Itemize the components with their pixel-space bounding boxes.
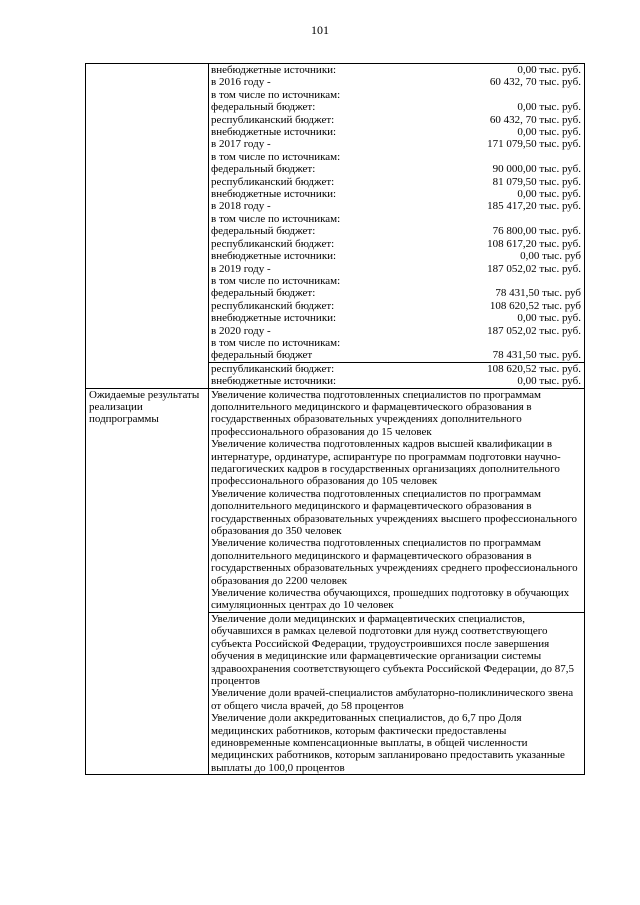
funding-label: федеральный бюджет:: [211, 163, 316, 176]
funding-label: внебюджетные источники:: [211, 188, 337, 201]
funding-label: в том числе по источникам:: [211, 212, 341, 225]
results-cell: [209, 389, 584, 775]
funding-row: [86, 64, 584, 388]
funding-label: в том числе по источникам:: [211, 274, 341, 287]
funding-label: федеральный бюджет:: [211, 287, 316, 300]
funding-line: [211, 188, 581, 200]
result-paragraph: Увеличение количества обучающихся, прошедших подготовку в обучающих симуляционных центрах до 10 человек: [211, 587, 570, 612]
funding-label: республиканский бюджет:: [211, 362, 335, 375]
results-block-1: [209, 389, 584, 612]
funding-amount: 0,00 тыс. руб.: [517, 64, 581, 76]
funding-line: [209, 362, 584, 375]
funding-line: [211, 101, 581, 113]
funding-label: в том числе по источникам:: [211, 150, 341, 163]
funding-amount: 108 620,52 тыс. руб.: [487, 362, 581, 375]
funding-lines: [211, 64, 581, 362]
funding-line: [211, 76, 581, 88]
funding-label: внебюджетные источники:: [211, 250, 337, 263]
funding-label: в том числе по источникам:: [211, 88, 341, 101]
funding-amount: 187 052,02 тыс. руб.: [487, 324, 581, 337]
funding-line: [211, 238, 581, 250]
result-paragraph: Увеличение доли аккредитованных специалистов, до 6,7 про Доля медицинских работников, которым фактически предоставлены единовременные компенсационные выплаты, в общей численности медицинских работников, которым запланировано предоставить указанные выплаты до 100,0 процентов: [211, 712, 565, 774]
funding-amount: 0,00 тыс. руб: [520, 250, 581, 263]
funding-line: [211, 225, 581, 237]
funding-amount: 185 417,20 тыс. руб.: [487, 200, 581, 213]
funding-label: республиканский бюджет:: [211, 237, 335, 250]
funding-label-cell: [86, 64, 209, 388]
funding-amount: 78 431,50 тыс. руб.: [492, 349, 581, 362]
funding-label: в 2017 году -: [211, 138, 271, 151]
page-number: 101: [311, 23, 329, 37]
funding-amount: 108 620,52 тыс. руб: [489, 299, 581, 312]
funding-line: [211, 287, 581, 299]
funding-amount: 108 617,20 тыс. руб.: [487, 237, 581, 250]
funding-line: [211, 200, 581, 212]
funding-line: [211, 325, 581, 337]
results-row: [86, 388, 584, 775]
funding-label: республиканский бюджет:: [211, 113, 335, 126]
funding-amount: 171 079,50 тыс. руб.: [487, 138, 581, 151]
funding-amount: 78 431,50 тыс. руб: [495, 287, 581, 300]
funding-line: [211, 250, 581, 262]
funding-amount: 0,00 тыс. руб.: [517, 188, 581, 201]
funding-label: в 2019 году -: [211, 262, 271, 275]
funding-line: [211, 213, 581, 225]
funding-line: [211, 263, 581, 275]
funding-label: в 2020 году -: [211, 324, 271, 337]
funding-line: [211, 114, 581, 126]
funding-label: в 2018 году -: [211, 200, 271, 213]
funding-amount: 60 432, 70 тыс. руб.: [489, 113, 581, 126]
funding-label: внебюджетные источники:: [211, 312, 337, 325]
result-paragraph: Увеличение количества подготовленных специалистов по программам дополнительного медицинского и фармацевтического образования в государственных образовательных учреждениях дополнительного профессионального образования до 15 человек: [211, 388, 541, 438]
funding-amount: 76 800,00 тыс. руб.: [492, 225, 581, 238]
funding-label: в том числе по источникам:: [211, 336, 341, 349]
funding-line: [211, 300, 581, 312]
funding-tail-lines: [211, 362, 581, 388]
funding-cell: [209, 64, 584, 388]
funding-amount: 0,00 тыс. руб.: [517, 126, 581, 139]
funding-label: республиканский бюджет:: [211, 175, 335, 188]
results-block-2: [209, 612, 584, 774]
funding-line: [211, 163, 581, 175]
funding-line: [211, 312, 581, 324]
funding-line: [211, 89, 581, 101]
result-paragraph: Увеличение количества подготовленных специалистов по программам дополнительного медицинского и фармацевтического образования в государственных образовательных учреждениях среднего профессионального образования до 2200 человек: [211, 537, 578, 587]
result-paragraph: Увеличение количества подготовленных специалистов по программам дополнительного медицинского и фармацевтического образования в государственных образовательных учреждениях высшего профессионального образования до 350 человек: [211, 487, 577, 538]
funding-line: [211, 375, 581, 387]
funding-line: [211, 337, 581, 349]
funding-line: [211, 349, 581, 361]
funding-amount: 187 052,02 тыс. руб.: [487, 262, 581, 275]
funding-label: внебюджетные источники:: [211, 375, 337, 388]
funding-amount: 0,00 тыс. руб.: [517, 312, 581, 325]
funding-line: [211, 64, 581, 76]
result-paragraph: Увеличение доли медицинских и фармацевтических специалистов, обучавшихся в рамках целевой подготовки для нужд соответствующего субъекта Российской Федерации, трудоустроившихся после завершения обучения в медицинские или фармацевтические организации системы здравоохранения соответствующего субъекта Российской Федерации, до 87,5 процентов: [211, 612, 575, 687]
funding-amount: 0,00 тыс. руб.: [517, 375, 581, 388]
funding-amount: 90 000,00 тыс. руб.: [492, 163, 581, 176]
funding-label: федеральный бюджет:: [211, 101, 316, 114]
funding-label: в 2016 году -: [211, 76, 271, 89]
passport-table: [85, 63, 585, 775]
funding-line: [211, 176, 581, 188]
funding-label: федеральный бюджет:: [211, 225, 316, 238]
funding-line: [211, 275, 581, 287]
funding-amount: 60 432, 70 тыс. руб.: [489, 76, 581, 89]
funding-line: [211, 151, 581, 163]
funding-amount: 81 079,50 тыс. руб.: [492, 175, 581, 188]
funding-label: республиканский бюджет:: [211, 299, 335, 312]
result-paragraph: Увеличение количества подготовленных кадров высшей квалификации в интернатуре, ординатуре, аспирантуре по программам подготовки научно-педагогических кадров в государственных организациях дополнительного профессионального образования до 105 человек: [211, 438, 561, 488]
result-paragraph: Увеличение доли врачей-специалистов амбулаторно-поликлинического звена от общего числа врачей, до 58 процентов: [211, 687, 574, 712]
funding-line: [211, 138, 581, 150]
funding-label: федеральный бюджет: [211, 349, 313, 362]
funding-label: внебюджетные источники:: [211, 126, 337, 139]
results-label: Ожидаемые результаты реализации подпрограммы: [86, 389, 209, 775]
funding-label: внебюджетные источники:: [211, 64, 337, 76]
funding-amount: 0,00 тыс. руб.: [517, 101, 581, 114]
funding-line: [211, 126, 581, 138]
